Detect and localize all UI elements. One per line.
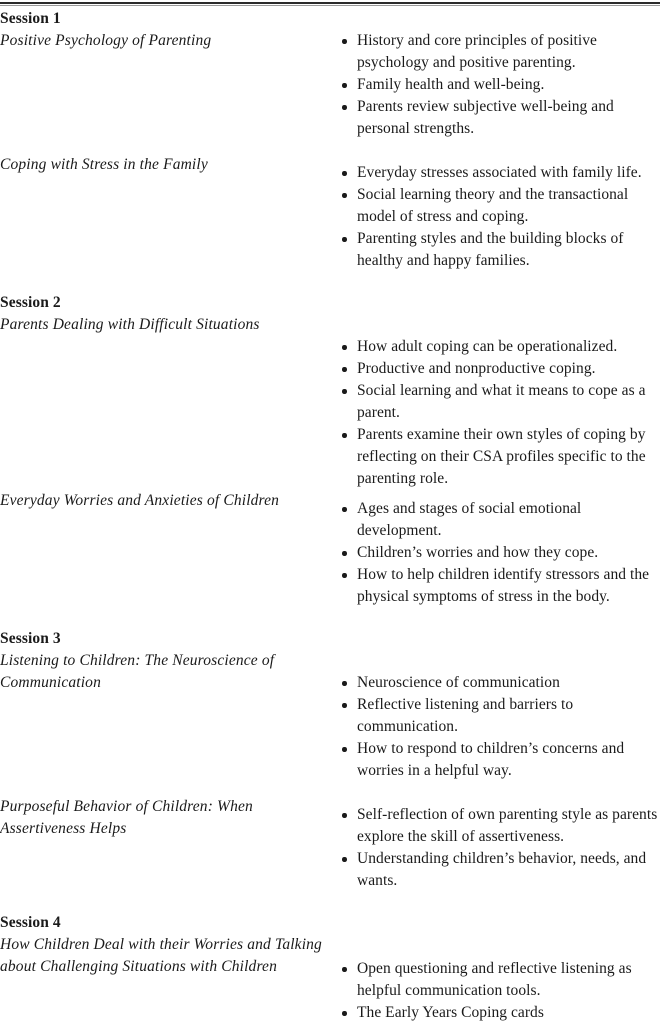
list-item <box>340 1002 660 1024</box>
spacer <box>340 628 660 672</box>
bullet-list <box>340 162 660 272</box>
spacer <box>340 154 660 162</box>
list-item <box>340 498 660 542</box>
list-item-text: How adult coping can be operationalized. <box>357 338 618 355</box>
table-row <box>0 628 660 782</box>
list-item-text: Parents examine their own styles of coping by reflecting on their CSA profiles specific to the parenting role. <box>357 426 646 487</box>
bullet-dot-icon <box>342 681 347 686</box>
session-table-wrapper <box>0 8 660 1024</box>
session-topic-title: Parents Dealing with Difficult Situations <box>0 316 260 333</box>
session-heading-cell <box>0 154 340 272</box>
spacer-cell <box>340 782 660 796</box>
row-gap <box>0 608 660 628</box>
list-item-text: Ages and stages of social emotional development. <box>357 500 582 539</box>
list-item-text: Parents review subjective well-being and personal strengths. <box>357 98 614 137</box>
spacer-cell <box>340 892 660 912</box>
session-content-cell <box>340 628 660 782</box>
spacer <box>340 490 660 498</box>
list-item <box>340 162 660 184</box>
list-item <box>340 848 660 892</box>
bullet-dot-icon <box>342 389 347 394</box>
session-heading-cell <box>0 628 340 782</box>
table-row <box>0 796 660 892</box>
spacer-cell <box>340 608 660 628</box>
session-topic-title: Purposeful Behavior of Children: When Assertiveness Helps <box>0 798 253 837</box>
session-topic-title: Listening to Children: The Neuroscience of Communication <box>0 652 275 691</box>
spacer <box>340 8 660 30</box>
list-item <box>340 542 660 564</box>
spacer-cell <box>0 608 340 628</box>
bullet-dot-icon <box>342 967 347 972</box>
bullet-dot-icon <box>342 551 347 556</box>
list-item <box>340 96 660 140</box>
session-label: Session 4 <box>0 914 61 931</box>
bullet-list <box>340 336 660 490</box>
list-item <box>340 336 660 358</box>
list-item-text: Everyday stresses associated with family life. <box>357 164 642 181</box>
session-table <box>0 8 660 1024</box>
list-item <box>340 804 660 848</box>
bullet-dot-icon <box>342 237 347 242</box>
session-content-cell <box>340 292 660 490</box>
session-content-cell <box>340 796 660 892</box>
session-content-cell <box>340 490 660 608</box>
session-topic-title: Positive Psychology of Parenting <box>0 32 212 49</box>
spacer-cell <box>340 140 660 154</box>
bullet-dot-icon <box>342 1011 347 1016</box>
list-item-text: Reflective listening and barriers to communication. <box>357 696 574 735</box>
bullet-dot-icon <box>342 105 347 110</box>
session-content-cell <box>340 912 660 1024</box>
spacer <box>340 292 660 336</box>
session-heading-cell <box>0 292 340 490</box>
list-item <box>340 738 660 782</box>
list-item-text: Family health and well-being. <box>357 76 545 93</box>
session-heading-cell <box>0 796 340 892</box>
list-item-text: History and core principles of positive psychology and positive parenting. <box>357 32 597 71</box>
bullet-list <box>340 958 660 1024</box>
row-gap <box>0 272 660 292</box>
list-item <box>340 380 660 424</box>
bullet-dot-icon <box>342 507 347 512</box>
list-item-text: How to help children identify stressors and the physical symptoms of stress in the body. <box>357 566 650 605</box>
table-row <box>0 490 660 608</box>
session-label: Session 1 <box>0 10 61 27</box>
table-row <box>0 292 660 490</box>
bullet-list <box>340 672 660 782</box>
session-content-cell <box>340 8 660 140</box>
list-item <box>340 30 660 74</box>
table-row <box>0 8 660 140</box>
session-heading-cell <box>0 490 340 608</box>
session-label: Session 2 <box>0 294 61 311</box>
list-item-text: Self-reflection of own parenting style as parents explore the skill of assertiveness. <box>357 806 658 845</box>
row-gap <box>0 892 660 912</box>
bullet-dot-icon <box>342 747 347 752</box>
spacer-cell <box>0 782 340 796</box>
row-gap <box>0 782 660 796</box>
list-item <box>340 564 660 608</box>
list-item <box>340 424 660 490</box>
list-item-text: Social learning and what it means to cope as a parent. <box>357 382 646 421</box>
bullet-dot-icon <box>342 703 347 708</box>
bullet-dot-icon <box>342 39 347 44</box>
list-item-text: Open questioning and reflective listening as helpful communication tools. <box>357 960 632 999</box>
spacer-cell <box>340 272 660 292</box>
spacer <box>340 796 660 804</box>
bullet-dot-icon <box>342 573 347 578</box>
list-item <box>340 672 660 694</box>
page-top-rule <box>0 2 660 4</box>
bullet-dot-icon <box>342 813 347 818</box>
bullet-dot-icon <box>342 345 347 350</box>
bullet-list <box>340 498 660 608</box>
list-item <box>340 228 660 272</box>
bullet-dot-icon <box>342 193 347 198</box>
session-topic-title: Coping with Stress in the Family <box>0 156 208 173</box>
list-item <box>340 958 660 1002</box>
bullet-dot-icon <box>342 433 347 438</box>
list-item-text: Parenting styles and the building blocks of healthy and happy families. <box>357 230 624 269</box>
bullet-list <box>340 30 660 140</box>
bullet-dot-icon <box>342 857 347 862</box>
session-heading-cell <box>0 912 340 1024</box>
list-item <box>340 184 660 228</box>
table-row <box>0 912 660 1024</box>
list-item-text: Productive and nonproductive coping. <box>357 360 596 377</box>
bullet-list <box>340 804 660 892</box>
list-item-text: How to respond to children’s concerns and worries in a helpful way. <box>357 740 625 779</box>
session-label: Session 3 <box>0 630 61 647</box>
page-top-rule-secondary <box>0 5 660 6</box>
bullet-dot-icon <box>342 83 347 88</box>
list-item-text: Children’s worries and how they cope. <box>357 544 599 561</box>
bullet-dot-icon <box>342 367 347 372</box>
spacer-cell <box>0 892 340 912</box>
spacer-cell <box>0 140 340 154</box>
spacer-cell <box>0 272 340 292</box>
list-item <box>340 74 660 96</box>
table-row <box>0 154 660 272</box>
list-item-text: Neuroscience of communication <box>357 674 560 691</box>
session-topic-title: Everyday Worries and Anxieties of Children <box>0 492 280 509</box>
spacer <box>340 912 660 958</box>
session-topic-title: How Children Deal with their Worries and Talking about Challenging Situations with Children <box>0 936 322 975</box>
list-item <box>340 694 660 738</box>
list-item-text: The Early Years Coping cards <box>357 1004 544 1021</box>
session-content-cell <box>340 154 660 272</box>
list-item <box>340 358 660 380</box>
session-heading-cell <box>0 8 340 140</box>
list-item-text: Understanding children’s behavior, needs, and wants. <box>357 850 647 889</box>
row-gap <box>0 140 660 154</box>
bullet-dot-icon <box>342 171 347 176</box>
list-item-text: Social learning theory and the transactional model of stress and coping. <box>357 186 629 225</box>
